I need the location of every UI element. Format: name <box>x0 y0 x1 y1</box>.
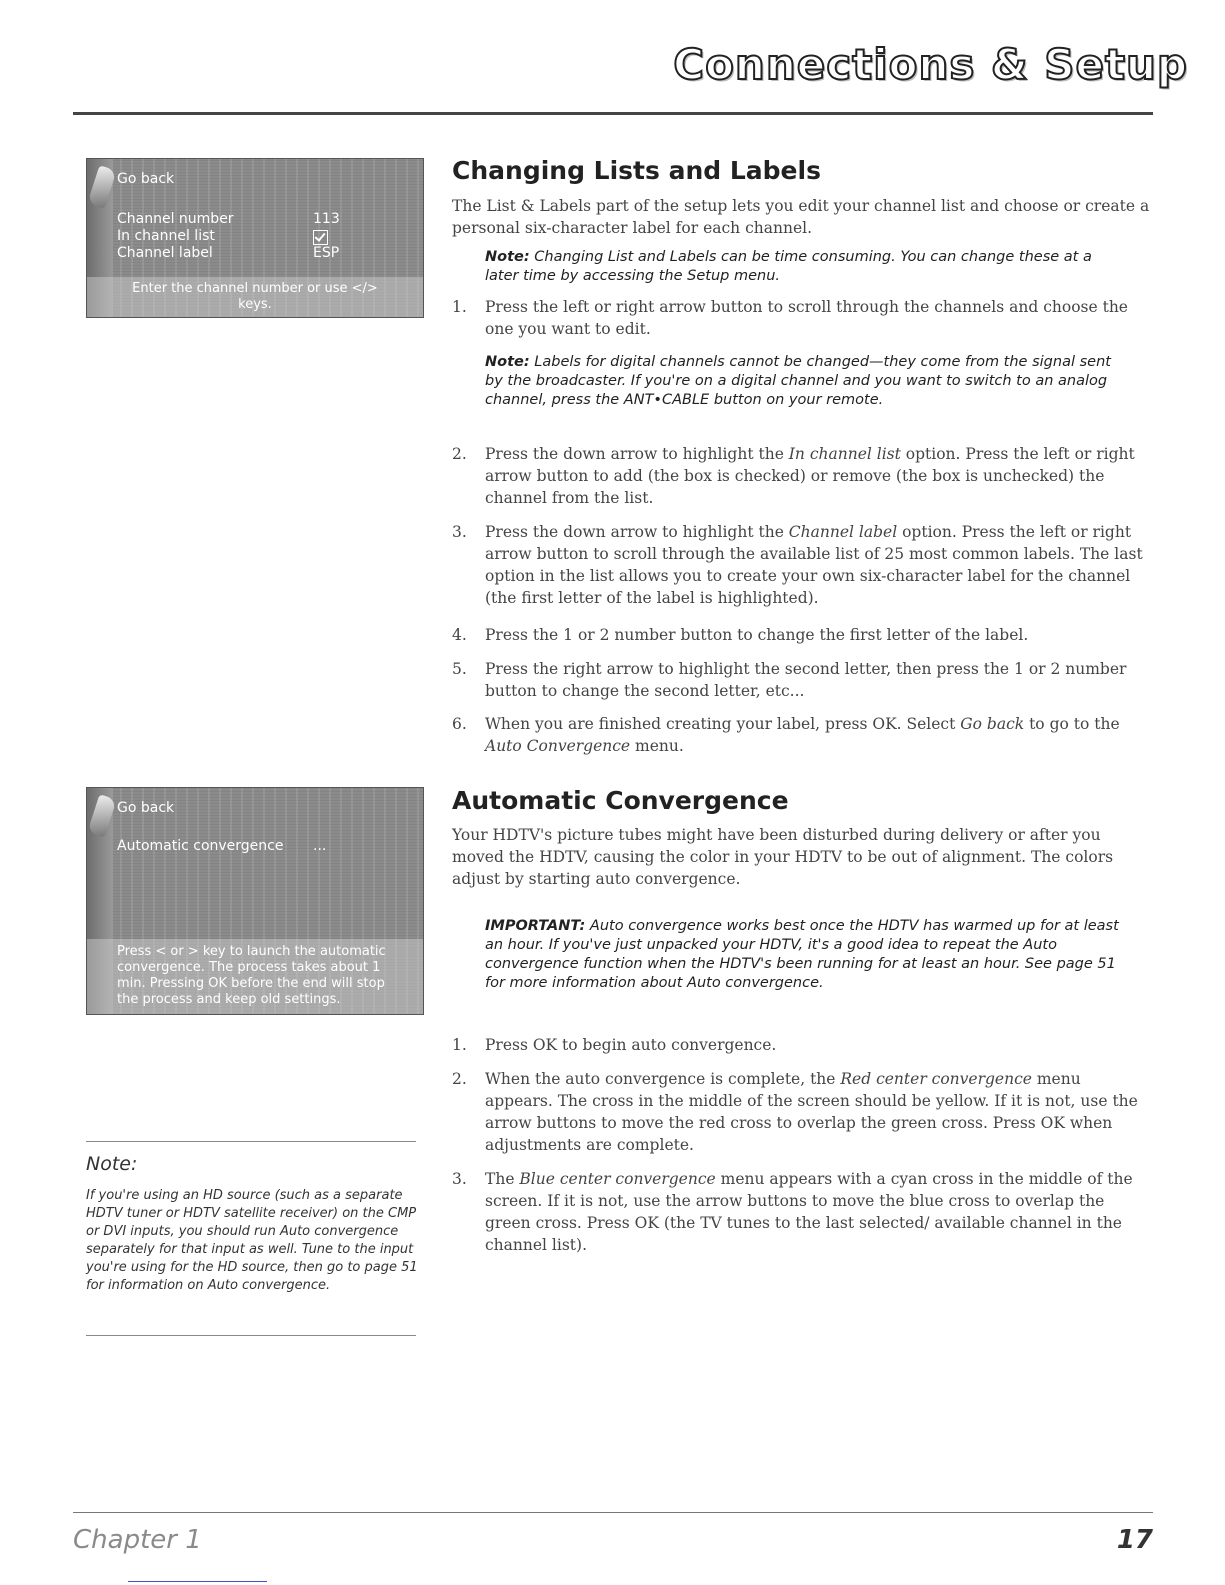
channel-list-menu-screen <box>86 158 424 318</box>
step-item <box>452 296 1152 340</box>
sidebar-note-title: Note: <box>86 1153 138 1175</box>
sidebar-note-top-rule <box>86 1141 416 1142</box>
step-item <box>452 1034 1152 1056</box>
menu-prompt: Press < or > key to launch the automatic convergence. The process takes about 1 min. Pressing OK before the end will stop the process and keep old settings. <box>87 939 423 1014</box>
section-intro: The List & Labels part of the setup lets you edit your channel list and choose or create a personal six-character label for each channel. <box>452 197 1150 237</box>
step-number: 2. <box>452 445 467 463</box>
note-time-consuming <box>485 248 1125 286</box>
important-label: IMPORTANT: <box>485 918 586 934</box>
step-item <box>452 713 1152 757</box>
step-number: 3. <box>452 1170 467 1188</box>
channel-label-value: ESP <box>313 245 340 261</box>
step-text: menu. <box>630 737 684 755</box>
menu-item-channel-number: Channel number <box>117 211 234 227</box>
step-text: The <box>485 1170 520 1188</box>
step-number: 5. <box>452 660 467 678</box>
step-number: 1. <box>452 298 467 316</box>
channel-number-value: 113 <box>313 211 340 227</box>
step-text: menu appears. The cross in the middle of the screen should be yellow. If it is not, use the arrow buttons to move the red cross to overlap the green cross. Press OK when adjustments are complete. <box>485 1070 1138 1154</box>
step-number: 4. <box>452 626 467 644</box>
step-item <box>452 1168 1152 1256</box>
step-item <box>452 521 1152 609</box>
menu-item-go-back: Go back <box>117 171 175 187</box>
step-text: to go to the <box>1024 715 1120 733</box>
note-digital-labels <box>485 353 1125 410</box>
page-header-title: Connections & Setup <box>673 40 1188 89</box>
step-text: Press the down arrow to highlight the <box>485 445 789 463</box>
step-number: 6. <box>452 715 467 733</box>
section-heading-auto-convergence: Automatic Convergence <box>452 786 789 815</box>
step-text: option. Press the left or right arrow button to add (the box is checked) or remove (the box is unchecked) the channel from the list. <box>485 445 1135 507</box>
note-label: Note: <box>485 249 530 265</box>
step-emphasis: Red center convergence <box>840 1070 1032 1088</box>
section-intro: Your HDTV's picture tubes might have been disturbed during delivery or after you moved the HDTV, causing the color in your HDTV to be out of alignment. The colors adjust by starting auto convergence. <box>452 826 1114 888</box>
important-note <box>485 917 1125 993</box>
step-item <box>452 624 1152 646</box>
footer-rule <box>73 1512 1153 1513</box>
note-text: Changing List and Labels can be time consuming. You can change these at a later time by accessing the Setup menu. <box>485 249 1092 284</box>
step-emphasis: Channel label <box>788 523 898 541</box>
menu-item-go-back: Go back <box>117 800 175 816</box>
step-text: When you are finished creating your label, press OK. Select <box>485 715 961 733</box>
step-item <box>452 443 1152 509</box>
step-text: When the auto convergence is complete, the <box>485 1070 841 1088</box>
step-emphasis: Blue center convergence <box>519 1170 716 1188</box>
step-number: 2. <box>452 1070 467 1088</box>
step-text: option. Press the left or right arrow button to scroll through the available list of 25 most common labels. The last option in the list allows you to create your own six-character label for the channel (the first letter of the label is highlighted). <box>485 523 1143 607</box>
step-number: 3. <box>452 523 467 541</box>
menu-prompt: Enter the channel number or use </> keys. <box>87 277 423 317</box>
step-number: 1. <box>452 1036 467 1054</box>
header-rule <box>73 112 1153 115</box>
step-text: Press OK to begin auto convergence. <box>485 1036 777 1054</box>
checkbox-checked-icon <box>313 230 328 245</box>
step-item <box>452 1068 1152 1156</box>
automatic-convergence-value: ... <box>313 838 327 854</box>
sidebar-note-bottom-rule <box>86 1335 416 1336</box>
step-emphasis: In channel list <box>788 445 901 463</box>
step-text: Press the left or right arrow button to scroll through the channels and choose the one you want to edit. <box>485 298 1128 338</box>
menu-item-channel-label: Channel label <box>117 245 213 261</box>
step-text: Press the right arrow to highlight the second letter, then press the 1 or 2 number button to change the second letter, etc... <box>485 660 1127 700</box>
footer-link-underline <box>128 1581 267 1582</box>
sidebar-note-text: If you're using an HD source (such as a separate HDTV tuner or HDTV satellite receiver) on the CMP or DVI inputs, you should run Auto convergence separately for that input as well. Tune to the input you're using for the HD source, then go to page 51 for information on Auto convergence. <box>86 1188 418 1293</box>
auto-convergence-menu-screen <box>86 787 424 1015</box>
footer-page-number: 17 <box>1116 1525 1153 1555</box>
step-text: Press the down arrow to highlight the <box>485 523 789 541</box>
step-emphasis: Auto Convergence <box>485 737 631 755</box>
important-text: Auto convergence works best once the HDTV has warmed up for at least an hour. If you've just unpacked your HDTV, it's a good idea to repeat the Auto convergence function when the HDTV's been running for at least an hour. See page 51 for more information about Auto convergence. <box>485 918 1119 991</box>
note-text: Labels for digital channels cannot be changed—they come from the signal sent by the broadcaster. If you're on a digital channel and you want to switch to an analog channel, press the ANT•CABLE button on your remote. <box>485 354 1111 408</box>
menu-item-automatic-convergence: Automatic convergence <box>117 838 284 854</box>
menu-item-in-channel-list: In channel list <box>117 228 215 244</box>
note-label: Note: <box>485 354 530 370</box>
step-emphasis: Go back <box>960 715 1025 733</box>
section-heading-lists-labels: Changing Lists and Labels <box>452 156 821 185</box>
step-text: Press the 1 or 2 number button to change the first letter of the label. <box>485 626 1029 644</box>
footer-chapter: Chapter 1 <box>73 1525 202 1555</box>
step-item <box>452 658 1152 702</box>
step-text: menu appears with a cyan cross in the middle of the screen. If it is not, use the arrow buttons to move the blue cross to overlap the green cross. Press OK (the TV tunes to the last selected/ available channel in the channel list). <box>485 1170 1133 1254</box>
